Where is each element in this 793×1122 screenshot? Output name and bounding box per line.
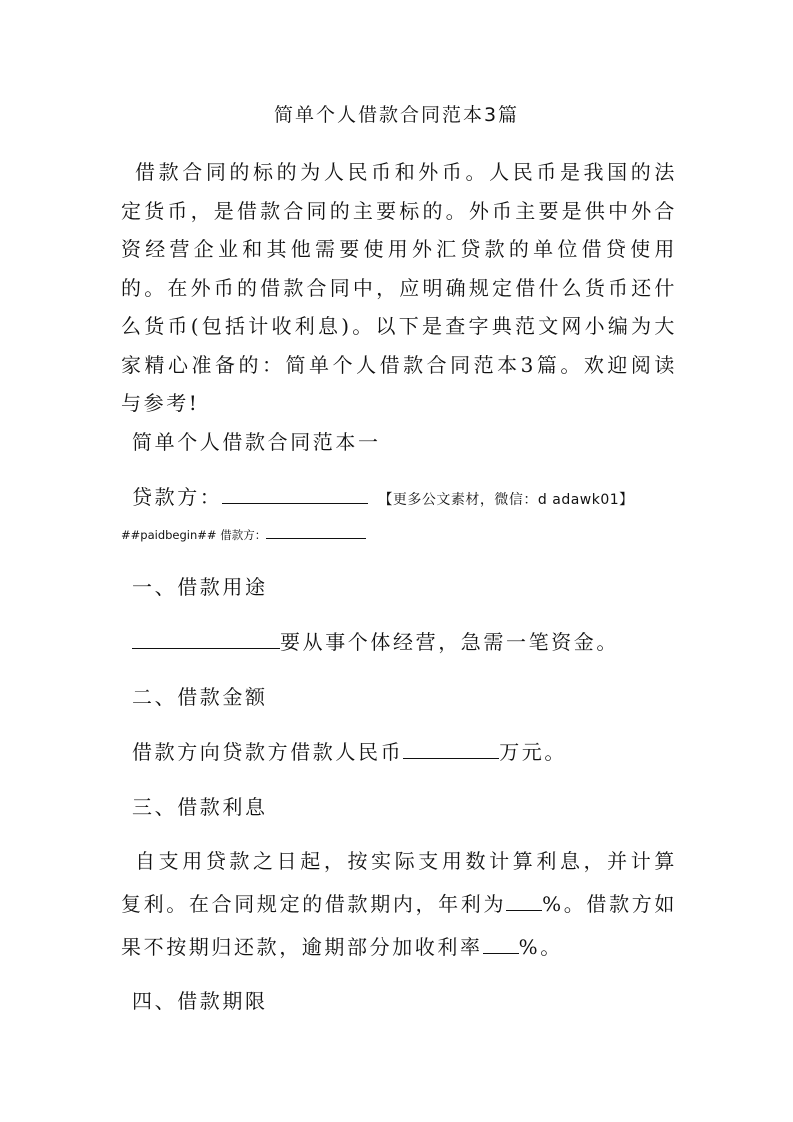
purpose-blank bbox=[132, 630, 280, 649]
purpose-text: 要从事个体经营，急需一笔资金。 bbox=[280, 630, 619, 654]
heading-term: 四、借款期限 bbox=[132, 989, 268, 1013]
paid-marker: ##paidbegin## bbox=[121, 528, 217, 542]
borrower-blank bbox=[266, 528, 366, 539]
borrower-label: 借款方： bbox=[220, 528, 267, 542]
section-title: 简单个人借款合同范本一 bbox=[132, 430, 381, 454]
heading-interest: 三、借款利息 bbox=[132, 795, 268, 819]
amount-blank bbox=[403, 740, 499, 759]
interest-part3: %。 bbox=[518, 935, 563, 959]
heading-amount: 二、借款金额 bbox=[132, 685, 268, 709]
amount-line bbox=[132, 736, 567, 765]
lender-label: 贷款方： bbox=[132, 485, 223, 509]
amount-suffix: 万元。 bbox=[499, 740, 568, 764]
intro-paragraph: 借款合同的标的为人民币和外币。人民币是我国的法定货币，是借款合同的主要标的。外币主要是供中外合资经营企业和其他需要使用外汇贷款的单位借贷使用的。在外币的借款合同中，应明确规定借什么货币还什么货币(包括计收利息)。以下是查字典范文网小编为大家精心准备的：简单个人借款合同范本3篇。欢迎阅读与参考! bbox=[121, 160, 677, 415]
interest-paragraph bbox=[121, 840, 677, 969]
borrower-line bbox=[121, 527, 366, 543]
interest-rate-blank bbox=[506, 892, 542, 911]
lender-blank bbox=[222, 485, 368, 504]
purpose-line bbox=[132, 626, 619, 655]
amount-prefix: 借款方向贷款方借款人民币 bbox=[132, 740, 404, 764]
lender-line bbox=[132, 481, 634, 510]
heading-purpose: 一、借款用途 bbox=[132, 575, 268, 599]
interest-part1: 自支用贷款之日起，按实际支用数计算利息，并计算复利。在合同规定的借款期内，年利为 bbox=[121, 849, 677, 916]
interest-part2: %。借款方如果不按期归还款，逾期部分加收利率 bbox=[121, 892, 677, 959]
document-title: 简单个人借款合同范本3篇 bbox=[273, 104, 520, 126]
overdue-rate-blank bbox=[483, 935, 519, 954]
promo-note: 【更多公文素材，微信：d adawk01】 bbox=[378, 492, 634, 508]
